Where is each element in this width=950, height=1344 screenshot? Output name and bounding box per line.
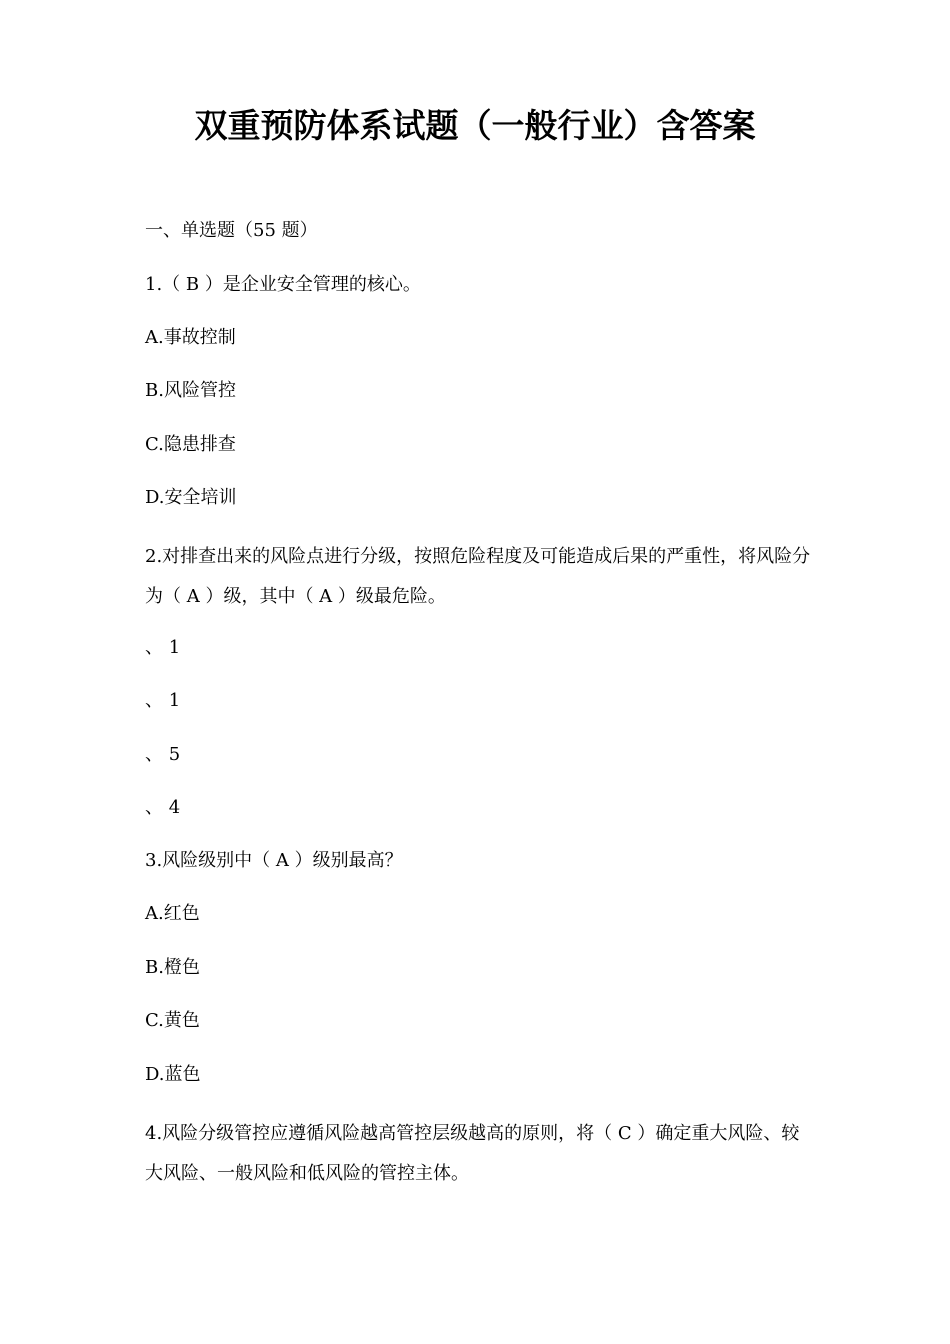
question-3-option-a: A.红色 (145, 903, 200, 924)
document-title: 双重预防体系试题（一般行业）含答案 (194, 106, 756, 145)
question-2-option-4: 、 4 (145, 797, 181, 818)
question-1-option-c: C.隐患排查 (145, 434, 236, 455)
question-2-option-1: 、 1 (145, 637, 181, 658)
question-3-option-c: C.黄色 (145, 1010, 200, 1031)
question-2-option-2: 、 1 (145, 690, 181, 711)
question-1-text: 1.（ B ）是企业安全管理的核心。 (145, 274, 421, 295)
question-1-option-d: D.安全培训 (145, 487, 237, 508)
question-3-option-d: D.蓝色 (145, 1064, 201, 1085)
question-4-text: 4.风险分级管控应遵循风险越高管控层级越高的原则，将（ C ）确定重大风险、较大风险、一般风险和低风险的管控主体。 (145, 1123, 800, 1184)
question-1-option-b: B.风险管控 (145, 380, 236, 401)
question-3-option-b: B.橙色 (145, 957, 200, 978)
question-2-option-3: 、 5 (145, 744, 181, 765)
section-heading: 一、单选题（55 题） (145, 220, 318, 241)
question-3-text: 3.风险级别中（ A ）级别最高？ (145, 850, 403, 871)
question-2-text: 2.对排查出来的风险点进行分级，按照危险程度及可能造成后果的严重性，将风险分为（ A ）级，其中（ A ）级最危险。 (145, 546, 811, 607)
question-1-option-a: A.事故控制 (145, 327, 236, 348)
